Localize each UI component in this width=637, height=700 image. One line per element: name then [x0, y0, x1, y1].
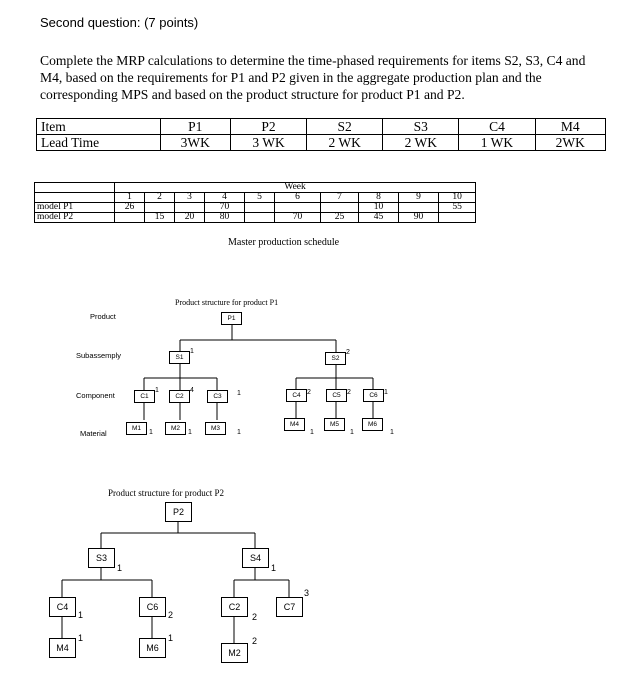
- question-title: Second question: (7 points): [40, 15, 199, 30]
- mps-cell: 90: [399, 213, 439, 223]
- node-m2-p2: M2: [221, 643, 248, 663]
- mps-cell: 70: [275, 213, 321, 223]
- qty-c5: 2: [347, 389, 351, 396]
- mps-cell: 10: [359, 203, 399, 213]
- node-c3: C3: [207, 390, 228, 403]
- lt-value-cell: 3 WK: [230, 135, 306, 151]
- mps-week-label: Week: [115, 183, 476, 193]
- qty-c2: 4: [190, 387, 194, 394]
- lt-header-cell: S2: [307, 119, 383, 135]
- qty-m4-p2: 1: [78, 633, 84, 643]
- lt-value-cell: 2 WK: [383, 135, 459, 151]
- mps-week-cell: 10: [439, 193, 476, 203]
- qty-c1: 1: [155, 387, 159, 394]
- mps-week-cell: 9: [399, 193, 439, 203]
- node-c2: C2: [169, 390, 190, 403]
- lt-value-cell: 2WK: [535, 135, 605, 151]
- mps-week-cell: 4: [205, 193, 245, 203]
- mps-cell: 25: [321, 213, 359, 223]
- node-p2: P2: [165, 502, 192, 522]
- qty-m6-p2: 1: [168, 633, 174, 643]
- node-s2: S2: [325, 352, 346, 365]
- node-c5: C5: [326, 389, 347, 402]
- node-m5: M5: [324, 418, 345, 431]
- node-c4-p2: C4: [49, 597, 76, 617]
- qty-s3: 1: [117, 563, 123, 573]
- qty-c4: 2: [307, 389, 311, 396]
- qty-c6: 1: [384, 389, 388, 396]
- level-label-product: Product: [90, 312, 116, 321]
- question-body: Complete the MRP calculations to determine the time-phased requirements for items S2, S3, C4 and M4, based on the requirements for P1 and P2 given in the aggregate production plan and the corresponding MPS and based on the product structure for product P1 and P2.: [40, 53, 586, 102]
- mps-cell: 55: [439, 203, 476, 213]
- lt-header-cell: M4: [535, 119, 605, 135]
- lt-header-cell: C4: [459, 119, 535, 135]
- node-c2-p2: C2: [221, 597, 248, 617]
- lt-header-cell: S3: [383, 119, 459, 135]
- mps-cell: 45: [359, 213, 399, 223]
- mps-week-cell: 1: [115, 193, 145, 203]
- node-m3: M3: [205, 422, 226, 435]
- qty-s4: 1: [271, 563, 277, 573]
- lt-header-cell: P2: [230, 119, 306, 135]
- node-m4-p2: M4: [49, 638, 76, 658]
- mps-week-cell: 3: [175, 193, 205, 203]
- mps-cell: 70: [205, 203, 245, 213]
- node-c1: C1: [134, 390, 155, 403]
- mps-week-cell: 6: [275, 193, 321, 203]
- lt-value-cell: 2 WK: [307, 135, 383, 151]
- lt-value-cell: 1 WK: [459, 135, 535, 151]
- node-m4: M4: [284, 418, 305, 431]
- qty-s2: 2: [346, 349, 350, 356]
- node-m1: M1: [126, 422, 147, 435]
- mps-week-cell: 2: [145, 193, 175, 203]
- p2-structure-title: Product structure for product P2: [108, 488, 224, 498]
- node-c7: C7: [276, 597, 303, 617]
- node-c4: C4: [286, 389, 307, 402]
- node-c6: C6: [363, 389, 384, 402]
- qty-c4-p2: 1: [78, 610, 84, 620]
- p1-structure-title: Product structure for product P1: [175, 298, 279, 307]
- qty-c2-p2: 2: [252, 612, 258, 622]
- qty-m4: 1: [310, 429, 314, 436]
- mps-row-label: model P2: [35, 213, 115, 223]
- mps-week-cell: 5: [245, 193, 275, 203]
- qty-m6: 1: [390, 429, 394, 436]
- level-label-material: Material: [80, 429, 107, 438]
- qty-c6-p2: 2: [168, 610, 174, 620]
- node-m2: M2: [165, 422, 186, 435]
- lt-header-cell: P1: [160, 119, 230, 135]
- qty-m2: 1: [188, 429, 192, 436]
- qty-m5: 1: [350, 429, 354, 436]
- qty-m3: 1: [237, 429, 241, 436]
- lt-value-cell: Lead Time: [37, 135, 161, 151]
- qty-c7: 3: [304, 588, 310, 598]
- node-m6-p2: M6: [139, 638, 166, 658]
- node-m6: M6: [362, 418, 383, 431]
- mps-cell: 15: [145, 213, 175, 223]
- qty-m2-p2: 2: [252, 636, 258, 646]
- mps-row-label: model P1: [35, 203, 115, 213]
- mps-caption: Master production schedule: [228, 237, 340, 248]
- node-p1: P1: [221, 312, 242, 325]
- qty-m1: 1: [149, 429, 153, 436]
- level-label-subassembly: Subassemply: [76, 351, 122, 360]
- node-s3: S3: [88, 548, 115, 568]
- lt-value-cell: 3WK: [160, 135, 230, 151]
- mps-week-cell: 8: [359, 193, 399, 203]
- mps-cell: 20: [175, 213, 205, 223]
- mps-week-cell: 7: [321, 193, 359, 203]
- mps-cell: 80: [205, 213, 245, 223]
- node-c6-p2: C6: [139, 597, 166, 617]
- qty-c3: 1: [237, 390, 241, 397]
- mps-cell: 26: [115, 203, 145, 213]
- node-s1: S1: [169, 351, 190, 364]
- node-s4: S4: [242, 548, 269, 568]
- lt-header-cell: Item: [37, 119, 161, 135]
- level-label-component: Component: [76, 391, 115, 400]
- qty-s1: 1: [190, 348, 194, 355]
